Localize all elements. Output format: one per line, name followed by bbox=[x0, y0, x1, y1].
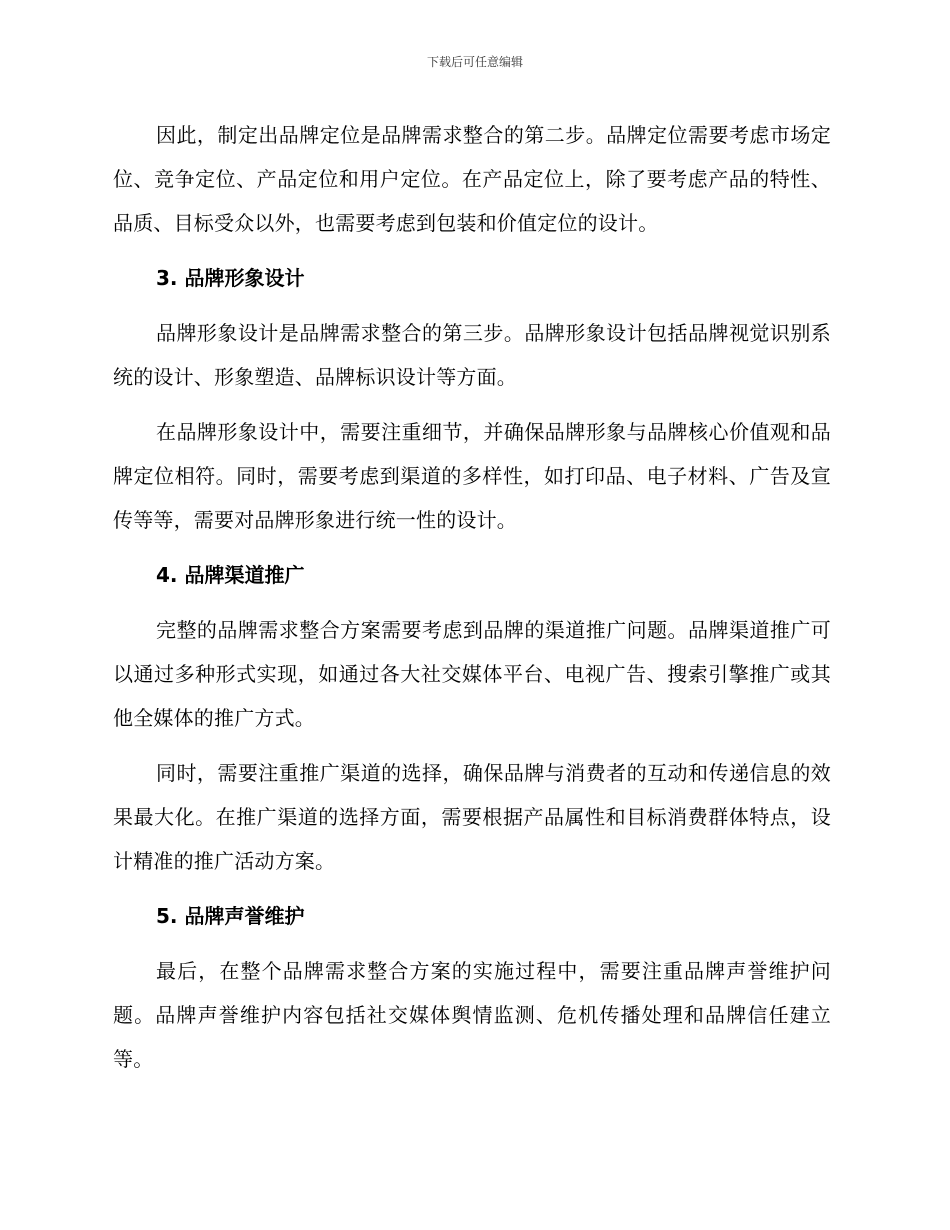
section-heading-brand-image-design: 3. 品牌形象设计 bbox=[156, 266, 305, 290]
page-header: 下载后可任意编辑 bbox=[426, 55, 523, 69]
paragraph-channel-promotion: 完整的品牌需求整合方案需要考虑到品牌的渠道推广问题。品牌渠道推广可以通过多种形式实现，如通过各大社交媒体平台、电视广告、搜索引擎推广或其他全媒体的推广方式。 bbox=[113, 618, 831, 730]
section-heading-brand-reputation: 5. 品牌声誉维护 bbox=[156, 904, 305, 928]
paragraph-channel-selection: 同时，需要注重推广渠道的选择，确保品牌与消费者的互动和传递信息的效果最大化。在推广渠道的选择方面，需要根据产品属性和目标消费群体特点，设计精准的推广活动方案。 bbox=[113, 761, 831, 873]
document-body bbox=[113, 113, 831, 1081]
paragraph-brand-image-design: 品牌形象设计是品牌需求整合的第三步。品牌形象设计包括品牌视觉识别系统的设计、形象塑造、品牌标识设计等方面。 bbox=[113, 321, 831, 389]
paragraph-brand-positioning: 因此，制定出品牌定位是品牌需求整合的第二步。品牌定位需要考虑市场定位、竞争定位、产品定位和用户定位。在产品定位上，除了要考虑产品的特性、品质、目标受众以外，也需要考虑到包装和价值定位的设计。 bbox=[113, 123, 831, 235]
section-heading-brand-channel-promotion: 4. 品牌渠道推广 bbox=[156, 563, 305, 587]
paragraph-brand-reputation: 最后，在整个品牌需求整合方案的实施过程中，需要注重品牌声誉维护问题。品牌声誉维护内容包括社交媒体舆情监测、危机传播处理和品牌信任建立等。 bbox=[113, 959, 831, 1071]
paragraph-brand-image-details: 在品牌形象设计中，需要注重细节，并确保品牌形象与品牌核心价值观和品牌定位相符。同时，需要考虑到渠道的多样性，如打印品、电子材料、广告及宣传等等，需要对品牌形象进行统一性的设计。 bbox=[113, 420, 831, 532]
